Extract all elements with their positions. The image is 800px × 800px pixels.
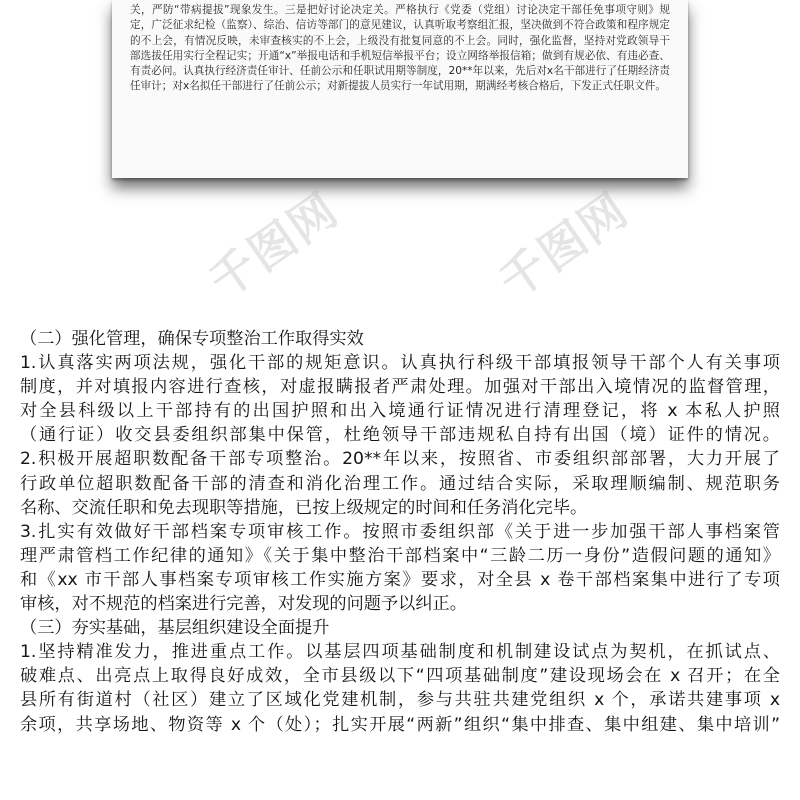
top-document-text: 关，严防“带病提拔”现象发生。三是把好讨论决定关。严格执行《党委（党组）讨论决定干部任免事项守则》规定，广泛征求纪检（监察）、综治、信访等部门的意见建议，认真听取考察组汇报，坚决做到不符合政策和程序规定的不上会，有情况反映，未审查核实的不上会，上级没有批复同意的不上会。同时，强化监督，坚持对党政领导干部选拔任用实行全程记实；开通“x”举报电话和手机短信举报平台；设立网络举报信箱；做到有规必依、有违必查、有责必问。认真执行经济责任审计、任前公示和任职试用期等制度，20**年以来，先后对x名干部进行了任期经济责任审计；对x名拟任干部进行了任前公示；对新提拔人员实行一年试用期，期满经考核合格后，下发正式任职文件。 — [130, 4, 670, 93]
section-heading-3: （三）夯实基础，基层组织建设全面提升 — [20, 618, 330, 639]
paragraph-line: 理严肃管档工作纪律的通知》《关于集中整治干部档案中“三龄二历一身份”造假问题的通知》 — [20, 545, 780, 566]
paragraph-line: 2.积极开展超职数配备干部专项整治。20**年以来，按照省、市委组织部部署，大力开展了 — [20, 449, 780, 470]
main-document-body — [20, 327, 780, 737]
paragraph-line: 1.认真落实两项法规，强化干部的规矩意识。认真执行科级干部填报领导干部个人有关事项 — [20, 353, 780, 374]
paragraph-line: 对全县科级以上干部持有的出国护照和出入境通行证情况进行清理登记，将 x 本私人护照 — [20, 401, 780, 422]
paragraph-line: 名称、交流任职和免去现职等措施，已按上级规定的时间和任务消化完毕。 — [20, 497, 588, 518]
paragraph-line: 1.坚持精准发力，推进重点工作。以基层四项基础制度和机制建设试点为契机，在抓试点、 — [20, 642, 780, 663]
section-heading-2: （二）强化管理，确保专项整治工作取得实效 — [20, 329, 364, 349]
paragraph-line: 制度，并对填报内容进行查核，对虚报瞒报者严肃处理。加强对干部出入境情况的监督管理， — [20, 377, 780, 398]
top-document-image — [112, 0, 688, 178]
paragraph-line: 余项，共享场地、物资等 x 个（处）；扎实开展“两新”组织“集中排查、集中组建、集中培训” — [20, 714, 780, 735]
paragraph-line: （通行证）收交县委组织部集中保管，杜绝领导干部违规私自持有出国（境）证件的情况。 — [20, 425, 780, 446]
paragraph-line: 破难点、出亮点上取得良好成效，全市县级以下“四项基础制度”建设现场会在 x 召开；在全 — [20, 666, 780, 687]
paragraph-line: 和《xx 市干部人事档案专项审核工作实施方案》要求，对全县 x 卷干部档案集中进行了专项 — [20, 569, 780, 590]
paragraph-line: 县所有街道村（社区）建立了区域化党建机制，参与共驻共建党组织 x 个，承诺共建事项 x — [20, 690, 780, 711]
paragraph-line: 3.扎实有效做好干部档案专项审核工作。按照市委组织部《关于进一步加强干部人事档案管 — [20, 521, 780, 542]
paragraph-line: 审核，对不规范的档案进行完善，对发现的问题予以纠正。 — [20, 594, 467, 615]
watermark-right: 千图网 — [489, 182, 639, 309]
watermark-left: 千图网 — [199, 182, 349, 309]
paragraph-line: 行政单位超职数配备干部的清查和消化治理工作。通过结合实际，采取理顺编制、规范职务 — [20, 473, 780, 494]
